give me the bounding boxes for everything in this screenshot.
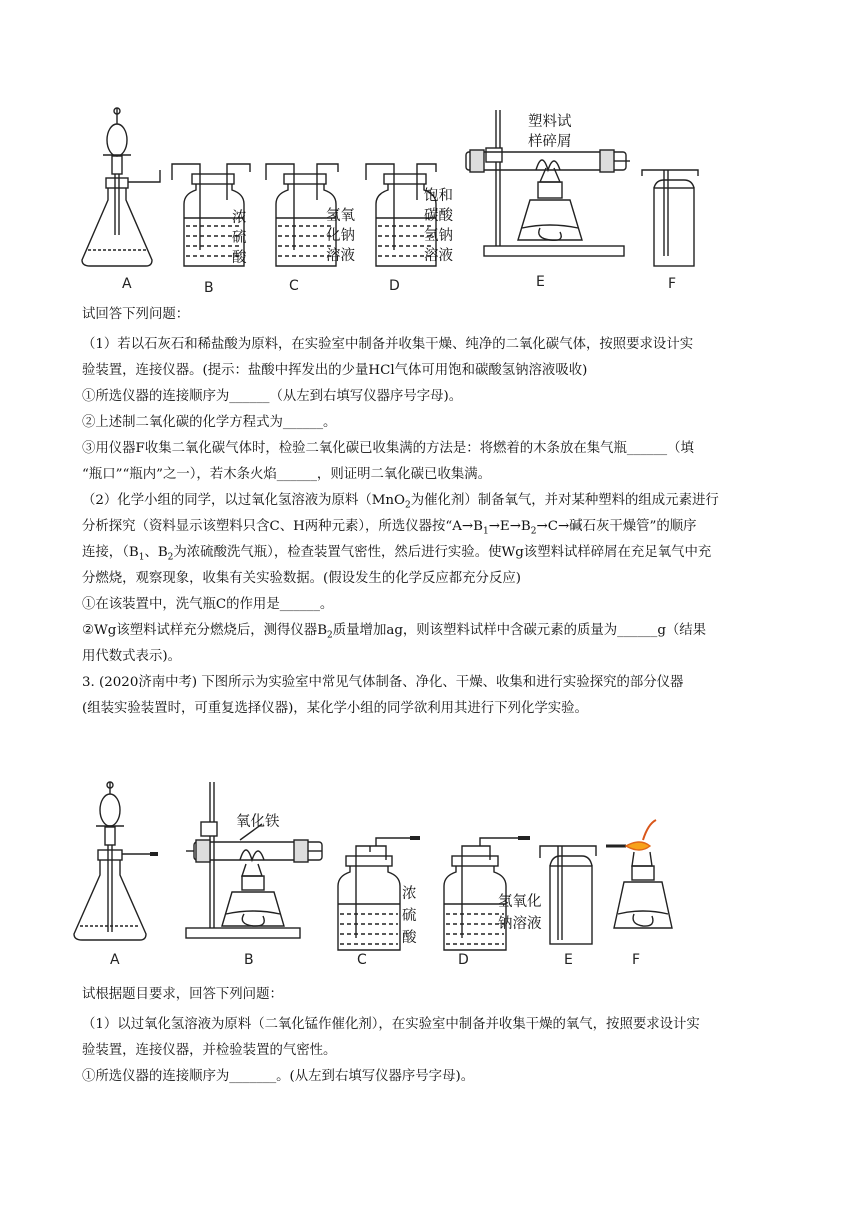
part-2-q2-a xyxy=(82,620,782,642)
label-d: D xyxy=(389,278,400,294)
text-span: 为催化剂）制备氧气，并对某种塑料的组成元素进行 xyxy=(410,493,719,508)
text-span: →E→B xyxy=(488,519,531,534)
part-2-line-d: 分燃烧，观察现象，收集有关实验数据。(假设发生的化学反应都充分反应) xyxy=(82,571,521,586)
part-1-q3-b: “瓶口”“瓶内”之一），若木条火焰______，则证明二氧化碳已收集满。 xyxy=(82,467,492,482)
annotation-c-2: 硫 xyxy=(402,908,417,924)
subscript: 2 xyxy=(405,500,411,511)
part-1-q1: ①所选仪器的连接顺序为_______。(从左到右填写仪器序号字母)。 xyxy=(82,1069,475,1084)
annotation-d-3: 氢钠 xyxy=(424,228,453,244)
text-span: （2）化学小组的同学，以过氧化氢溶液为原料（MnO xyxy=(82,493,406,508)
part-2-line-b xyxy=(82,516,782,538)
apparatus-e xyxy=(466,110,630,256)
annotation-e-1: 塑料试 xyxy=(528,114,572,130)
label-f: F xyxy=(668,276,677,292)
annotation-b-2: 硫 xyxy=(232,230,247,246)
annotation-b-3: 酸 xyxy=(232,250,247,266)
subscript: 1 xyxy=(482,526,489,537)
apparatus-a xyxy=(74,782,158,940)
label-b: B xyxy=(244,952,254,968)
label-e: E xyxy=(536,274,545,290)
annotation-d-1: 饱和 xyxy=(424,188,453,204)
annotation-d-2: 钠溶液 xyxy=(498,916,542,932)
annotation-c-1: 浓 xyxy=(402,886,417,902)
subscript: 2 xyxy=(530,526,537,537)
annotation-d-2: 碳酸 xyxy=(424,208,453,224)
part-1-line-b: 验装置，连接仪器。(提示：盐酸中挥发出的少量HCl气体可用饱和碳酸氢钠溶液吸收) xyxy=(82,363,588,378)
part-2-q2-b: 用代数式表示)。 xyxy=(82,649,181,664)
part-2-line-a xyxy=(82,490,782,512)
text-span: ②Wg该塑料试样充分燃烧后，测得仪器B xyxy=(82,623,328,638)
text-span: 连接，（B xyxy=(82,545,139,560)
apparatus-e xyxy=(540,846,596,944)
annotation-c-1: 氢氧 xyxy=(326,208,355,224)
annotation-e-2: 样碎屑 xyxy=(528,134,572,150)
part-2-line-c xyxy=(82,542,782,564)
question-2-text xyxy=(82,304,782,720)
label-a: A xyxy=(110,952,120,968)
text-span: 分析探究（资料显示该塑料只含C、H两种元素），所选仪器按“A→B xyxy=(82,519,483,534)
annotation-c-2: 化钠 xyxy=(326,228,355,244)
part-1-q3-a: ③用仪器F收集二氧化碳气体时，检验二氧化碳已收集满的方法是：将燃着的木条放在集气瓶______（填 xyxy=(82,441,694,456)
part-1-q2: ②上述制二氧化碳的化学方程式为______。 xyxy=(82,415,337,430)
text-span: 、B xyxy=(144,545,168,560)
annotation-b-1: 浓 xyxy=(232,210,247,226)
subscript: 2 xyxy=(327,630,333,641)
text-span: 质量增加ag，则该塑料试样中含碳元素的质量为______g（结果 xyxy=(332,623,707,638)
intro-line: 试回答下列问题： xyxy=(82,307,190,322)
part-1-line-b: 验装置，连接仪器，并检验装置的气密性。 xyxy=(82,1043,337,1058)
part-1-line-a: （1）以过氧化氢溶液为原料（二氧化锰作催化剂），在实验室中制备并收集干燥的氧气，按照要求设计实 xyxy=(82,1017,700,1032)
annotation-b-1: 氧化铁 xyxy=(236,814,280,830)
label-c: C xyxy=(357,952,367,968)
annotation-d-4: 溶液 xyxy=(424,248,453,264)
apparatus-f xyxy=(606,820,672,928)
label-c: C xyxy=(289,278,299,294)
subscript: 1 xyxy=(138,552,145,563)
annotation-c-3: 酸 xyxy=(402,930,417,946)
apparatus-f xyxy=(642,170,698,266)
text-span: →C→碱石灰干燥管”的顺序 xyxy=(536,519,697,534)
subscript: 2 xyxy=(167,552,174,563)
label-e: E xyxy=(564,952,573,968)
annotation-d-1: 氢氧化 xyxy=(498,894,542,910)
label-b: B xyxy=(204,280,214,296)
part-1-q1: ①所选仪器的连接顺序为______（从左到右填写仪器序号字母)。 xyxy=(82,389,463,404)
figure-2 xyxy=(0,780,860,975)
question-3-line-b: (组装实验装置时，可重复选择仪器)，某化学小组的同学欲利用其进行下列化学实验。 xyxy=(82,701,588,716)
annotation-c-3: 溶液 xyxy=(326,248,355,264)
part-2-q1: ①在该装置中，洗气瓶C的作用是______。 xyxy=(82,597,334,612)
intro-line: 试根据题目要求，回答下列问题： xyxy=(82,987,283,1002)
part-1-line-a: （1）若以石灰石和稀盐酸为原料，在实验室中制备并收集干燥、纯净的二氧化碳气体，按照要求设计实 xyxy=(82,337,694,352)
apparatus-a xyxy=(82,108,160,266)
figure-1 xyxy=(0,100,860,300)
apparatus-b xyxy=(186,782,322,938)
apparatus-diagram-1 xyxy=(0,100,860,300)
apparatus-diagram-2 xyxy=(0,780,860,975)
label-f: F xyxy=(632,952,641,968)
question-3-text xyxy=(82,984,782,1088)
question-3-line-a: 3. (2020济南中考) 下图所示为实验室中常见气体制备、净化、干燥、收集和进行实验探究的部分仪器 xyxy=(82,675,684,690)
text-span: 为浓硫酸洗气瓶），检查装置气密性，然后进行实验。使Wg该塑料试样碎屑在充足氧气中充 xyxy=(173,545,712,560)
label-a: A xyxy=(122,276,132,292)
label-d: D xyxy=(458,952,469,968)
